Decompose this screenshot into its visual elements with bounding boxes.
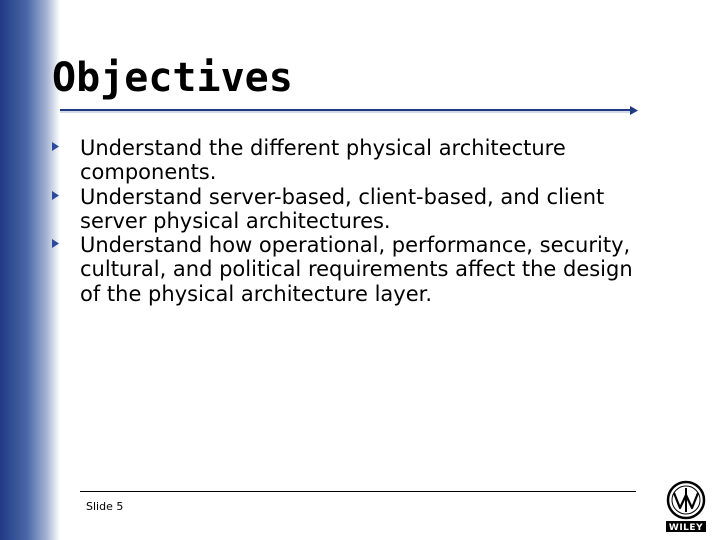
slide-title: Objectives <box>52 55 293 101</box>
slide-number: Slide 5 <box>86 500 124 513</box>
bullet-item <box>52 185 642 234</box>
wiley-logo-icon <box>664 480 708 532</box>
bullet-marker-icon <box>52 191 59 200</box>
svg-text:WILEY: WILEY <box>668 523 704 532</box>
footer-rule <box>80 491 636 492</box>
bullet-text: Understand server-based, client-based, and client server physical architectures. <box>80 184 605 233</box>
bullet-text: Understand how operational, performance, security, cultural, and political requirements affect the design of the physical architecture layer. <box>80 233 633 306</box>
bullet-list <box>52 136 642 306</box>
title-rule <box>60 106 638 115</box>
bullet-marker-icon <box>52 239 59 248</box>
bullet-marker-icon <box>52 142 59 151</box>
left-gradient-band <box>0 0 60 540</box>
bullet-item <box>52 136 642 185</box>
bullet-item <box>52 233 642 306</box>
bullet-text: Understand the different physical architecture components. <box>80 136 566 185</box>
